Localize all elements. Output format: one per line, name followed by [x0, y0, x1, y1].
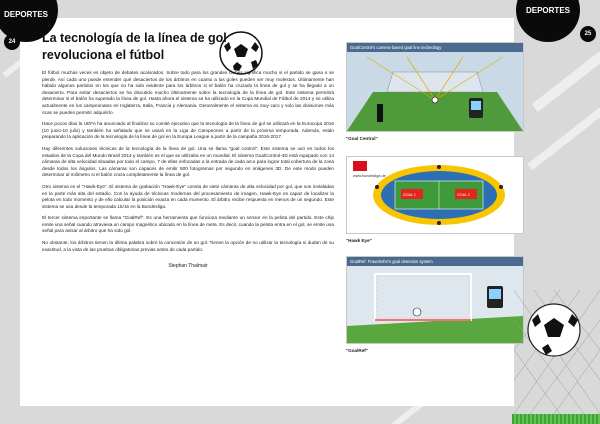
title-line-2: revoluciona el fútbol [42, 48, 165, 62]
figure-goalref [346, 256, 524, 344]
goal-control-diagram [347, 52, 523, 131]
article-paragraph: El fútbol muchas veces es objeto de debates acalorados. Sobre todo para los grandes clubes significa mucho si el partido se gana o se pierde. Así cada uno puede entender qué desaciertos de los árbitros en cuanto a los goles pueden ser muy molestos. Últimamente han habido algunos partidos en los que no ha sido evidente para los árbitros si el balón ha cruzado la línea de gol y se ha llegado a un desacierto. Para evitar desaciertos se ha discutido mucho últimamente sobre la tecnología de la línea de gol. Este sistema permitirá determinar si el balón ha superado la línea de gol. Hasta ahora el sistema se ha utilizado en la Copa Mundial de Fútbol de 2014 y se utiliza actualmente en los campeonatos en Inglaterra, Italia, Francia y Alemania. Generalmente el sistema es muy caro y solo las divisiones más ricas se pueden permitir adquirirlo. [42, 70, 334, 115]
article-paragraph: No obstante, los árbitros tienen la última palabra sobre la concesión de un gol. Tienen la opción de no utilizar la tecnología si dudan de su exactitud, a la vista de las pruebas obligatorias previas antes de cada partido. [42, 240, 334, 252]
article-column [42, 30, 334, 269]
figure-hawk-eye [346, 156, 524, 234]
hawk-eye-diagram [347, 157, 523, 233]
figure-header: GoalRef: Fraunhofer's goal detection system [347, 257, 523, 266]
page-number-left: 24 [4, 34, 20, 50]
figure-caption: "GoalRef" [346, 348, 368, 353]
article-title [42, 30, 242, 64]
article-paragraph: Otro sistema es el "Hawk-Eye". El sistema de grabación "Hawk-Eye" consta de siete cámaras de alta velocidad por gol, que son instaladas en la parte más alta del estadio. Con la ayuda de técnicas modernas del procesamiento de imagen, Hawk-Eye es capaz de localizar la pelota en todo momento y de ello calcular la posición exacta en cada momento. El árbitro recibe respuesta en menos de un segundo. Este sistema se usa desde la temporada 15/16 en la Bundesliga. [42, 183, 334, 209]
title-line-1: La tecnología de la línea de gol [42, 31, 227, 45]
goal-2-label: GOAL 2 [457, 193, 470, 197]
goalref-diagram [347, 266, 523, 343]
bundesliga-logo-icon [353, 161, 367, 171]
site-label: www.bundesliga.de [353, 174, 386, 178]
article-author: Stephan Thalmair [168, 263, 208, 270]
article-paragraph: Hace pocos días la UEFA ha anunciado al finalizar su comité ejecutivo que la tecnología de la línea de gol se utilizará en la Eurocopa 2016 (10 junio-10 julio) y también ha señalado que se usará en la Liga de Campeones a partir de la próxima temporada. Además, están preparando la aplicación de la tecnología de la línea de gol en la Europa League a partir de la campaña 2016-2017. [42, 121, 334, 140]
goal-1-label: GOAL 1 [403, 193, 416, 197]
figure-goal-control [346, 42, 524, 132]
figure-caption: "Goal Central" [346, 136, 378, 141]
page-number-right: 25 [580, 26, 596, 42]
section-label-left: DEPORTES [3, 10, 48, 19]
figure-header: GoalControl's camera-based goal line technology [347, 43, 523, 52]
article-paragraph: Hay diferentes soluciones técnicas de la tecnología de la línea de gol. Una se llama "goal control". Este sistema se usó en todos los estadios de la Copa del Mundo Brasil 2014 y también es el que se utilizaba en un mundial. El sistema GoalControl-4D está equipado con 14 cámaras de alta velocidad situadas por todo el campo, 7 de ellas enfocadas a la entrada de cada arco para lograr total cobertura de la zona desde todos los ángulos. Las cámaras son capaces de emitir 500 fotogramas por segundo en imágenes 3D. De este modo pueden determinar al milímetro si el balón cruza completamente la línea de gol. [42, 145, 334, 178]
ball-in-net-image [514, 290, 600, 414]
article-paragraph: El tercer sistema importante se llama "GoalRef". Es una herramienta que funciona mediante un sensor en la pelota del partido. Este chip emite una señal cuando atraviesa un campo magnético ubicado en la línea de meta. Es decir, cuando la pelota entra en el gol, se emite una señal para avisar al árbitro que ha sido gol. [42, 215, 334, 234]
figure-caption: "Hawk Eye" [346, 238, 372, 243]
section-label-right: DEPORTES [525, 6, 570, 15]
grass-strip [512, 414, 600, 424]
